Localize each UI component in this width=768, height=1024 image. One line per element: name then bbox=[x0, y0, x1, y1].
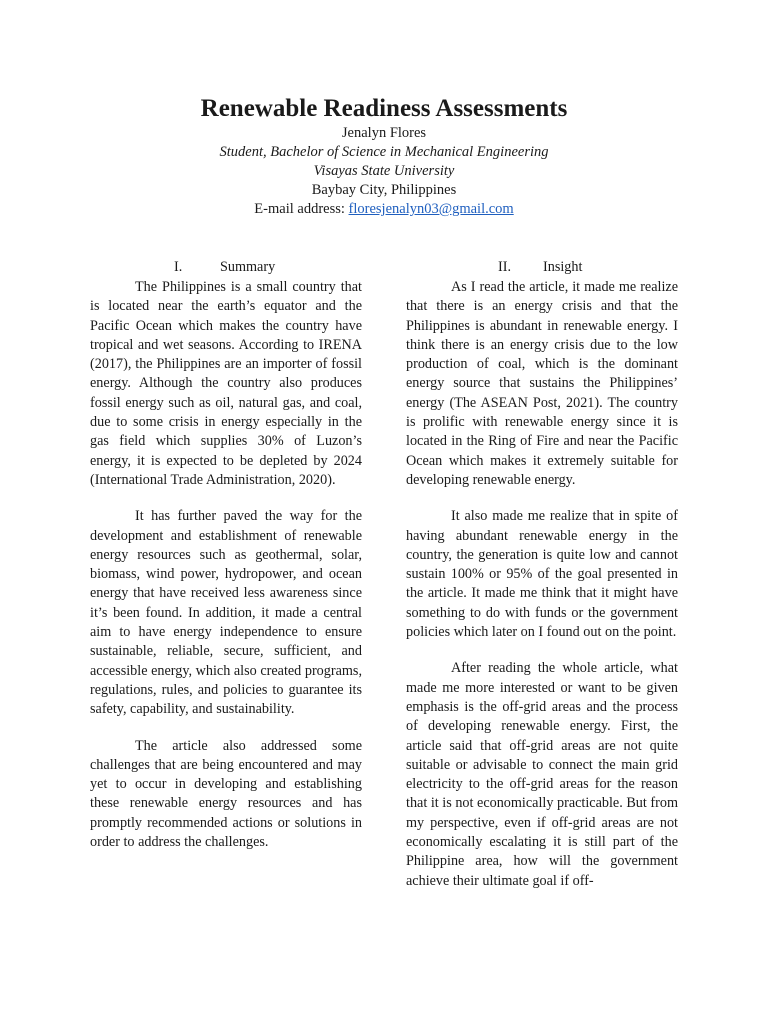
section-number: II. bbox=[498, 259, 511, 275]
summary-paragraph: The article also addressed some challenges that are being encountered and may yet to occur in developing and establishing these renewable energy resources and has promptly recommended actions or solutions in order to address the challenges. bbox=[90, 737, 362, 851]
author-location: Baybay City, Philippines bbox=[311, 182, 457, 198]
insight-column bbox=[406, 258, 678, 908]
insight-heading bbox=[406, 258, 678, 278]
affiliation-school: Visayas State University bbox=[313, 163, 455, 179]
email-link[interactable]: floresjenalyn03@gmail.com bbox=[348, 201, 514, 217]
summary-paragraph: It has further paved the way for the development and establishment of renewable energy resources such as geothermal, solar, biomass, wind power, hydropower, and ocean energy that have received less awareness since it’s been found. In addition, it made a central aim to have energy independence to ensure sustainable, reliable, secure, sufficient, and accessible energy, which also created programs, regulations, rules, and policies to guarantee its safety, capability, and sustainability. bbox=[90, 508, 362, 718]
summary-paragraph: The Philippines is a small country that is located near the earth’s equator and the Pacific Ocean which makes the country have tropical and wet seasons. According to IRENA (2017), the Philippines are an importer of fossil energy. Although the country also produces fossil energy such as oil, natural gas, and coal, due to some crisis in energy especially in the gas field which supplies 30% of Luzon’s energy, it is expected to be depleted by 2024 (International Trade Administration, 2020). bbox=[90, 279, 362, 488]
affiliation-role: Student, Bachelor of Science in Mechanical Engineering bbox=[219, 144, 549, 160]
section-number: I. bbox=[174, 259, 183, 275]
insight-paragraph: As I read the article, it made me realize that there is an energy crisis and that the Philippines is abundant in renewable energy. I think there is an energy crisis due to the low production of coal, which is the dominant energy source that sustains the Philippines’ energy (The ASEAN Post, 2021). The country is prolific with renewable energy since it is located in the Ring of Fire and near the Pacific Ocean which makes it extremely suitable for developing renewable energy. bbox=[406, 279, 678, 488]
section-title: Insight bbox=[543, 259, 583, 275]
insight-paragraph: After reading the whole article, what made me more interested or want to be given emphasis is the off-grid areas and the process of developing renewable energy. First, the article said that off-grid areas are not quite suitable or advisable to connect the main grid electricity to the off-grid areas for the reason that it is not economically practicable. But from my perspective, even if off-grid areas are not economically escalating it is still part of the Philippine area, how will the government achieve their ultimate goal if off- bbox=[406, 660, 678, 889]
summary-heading bbox=[90, 258, 362, 278]
email-line bbox=[0, 200, 768, 219]
author-name: Jenalyn Flores bbox=[341, 125, 427, 141]
section-title: Summary bbox=[220, 259, 276, 275]
summary-column bbox=[90, 258, 362, 869]
email-label: E-mail address: bbox=[254, 201, 349, 217]
paper-title: Renewable Readiness Assessments bbox=[200, 95, 568, 122]
paper-header bbox=[0, 94, 768, 219]
insight-paragraph: It also made me realize that in spite of having abundant renewable energy in the country, the generation is quite low and cannot sustain 100% or 95% of the goal presented in the article. It made me think that it might have something to do with funds or the government policies which later on I found out on the point. bbox=[406, 508, 678, 641]
